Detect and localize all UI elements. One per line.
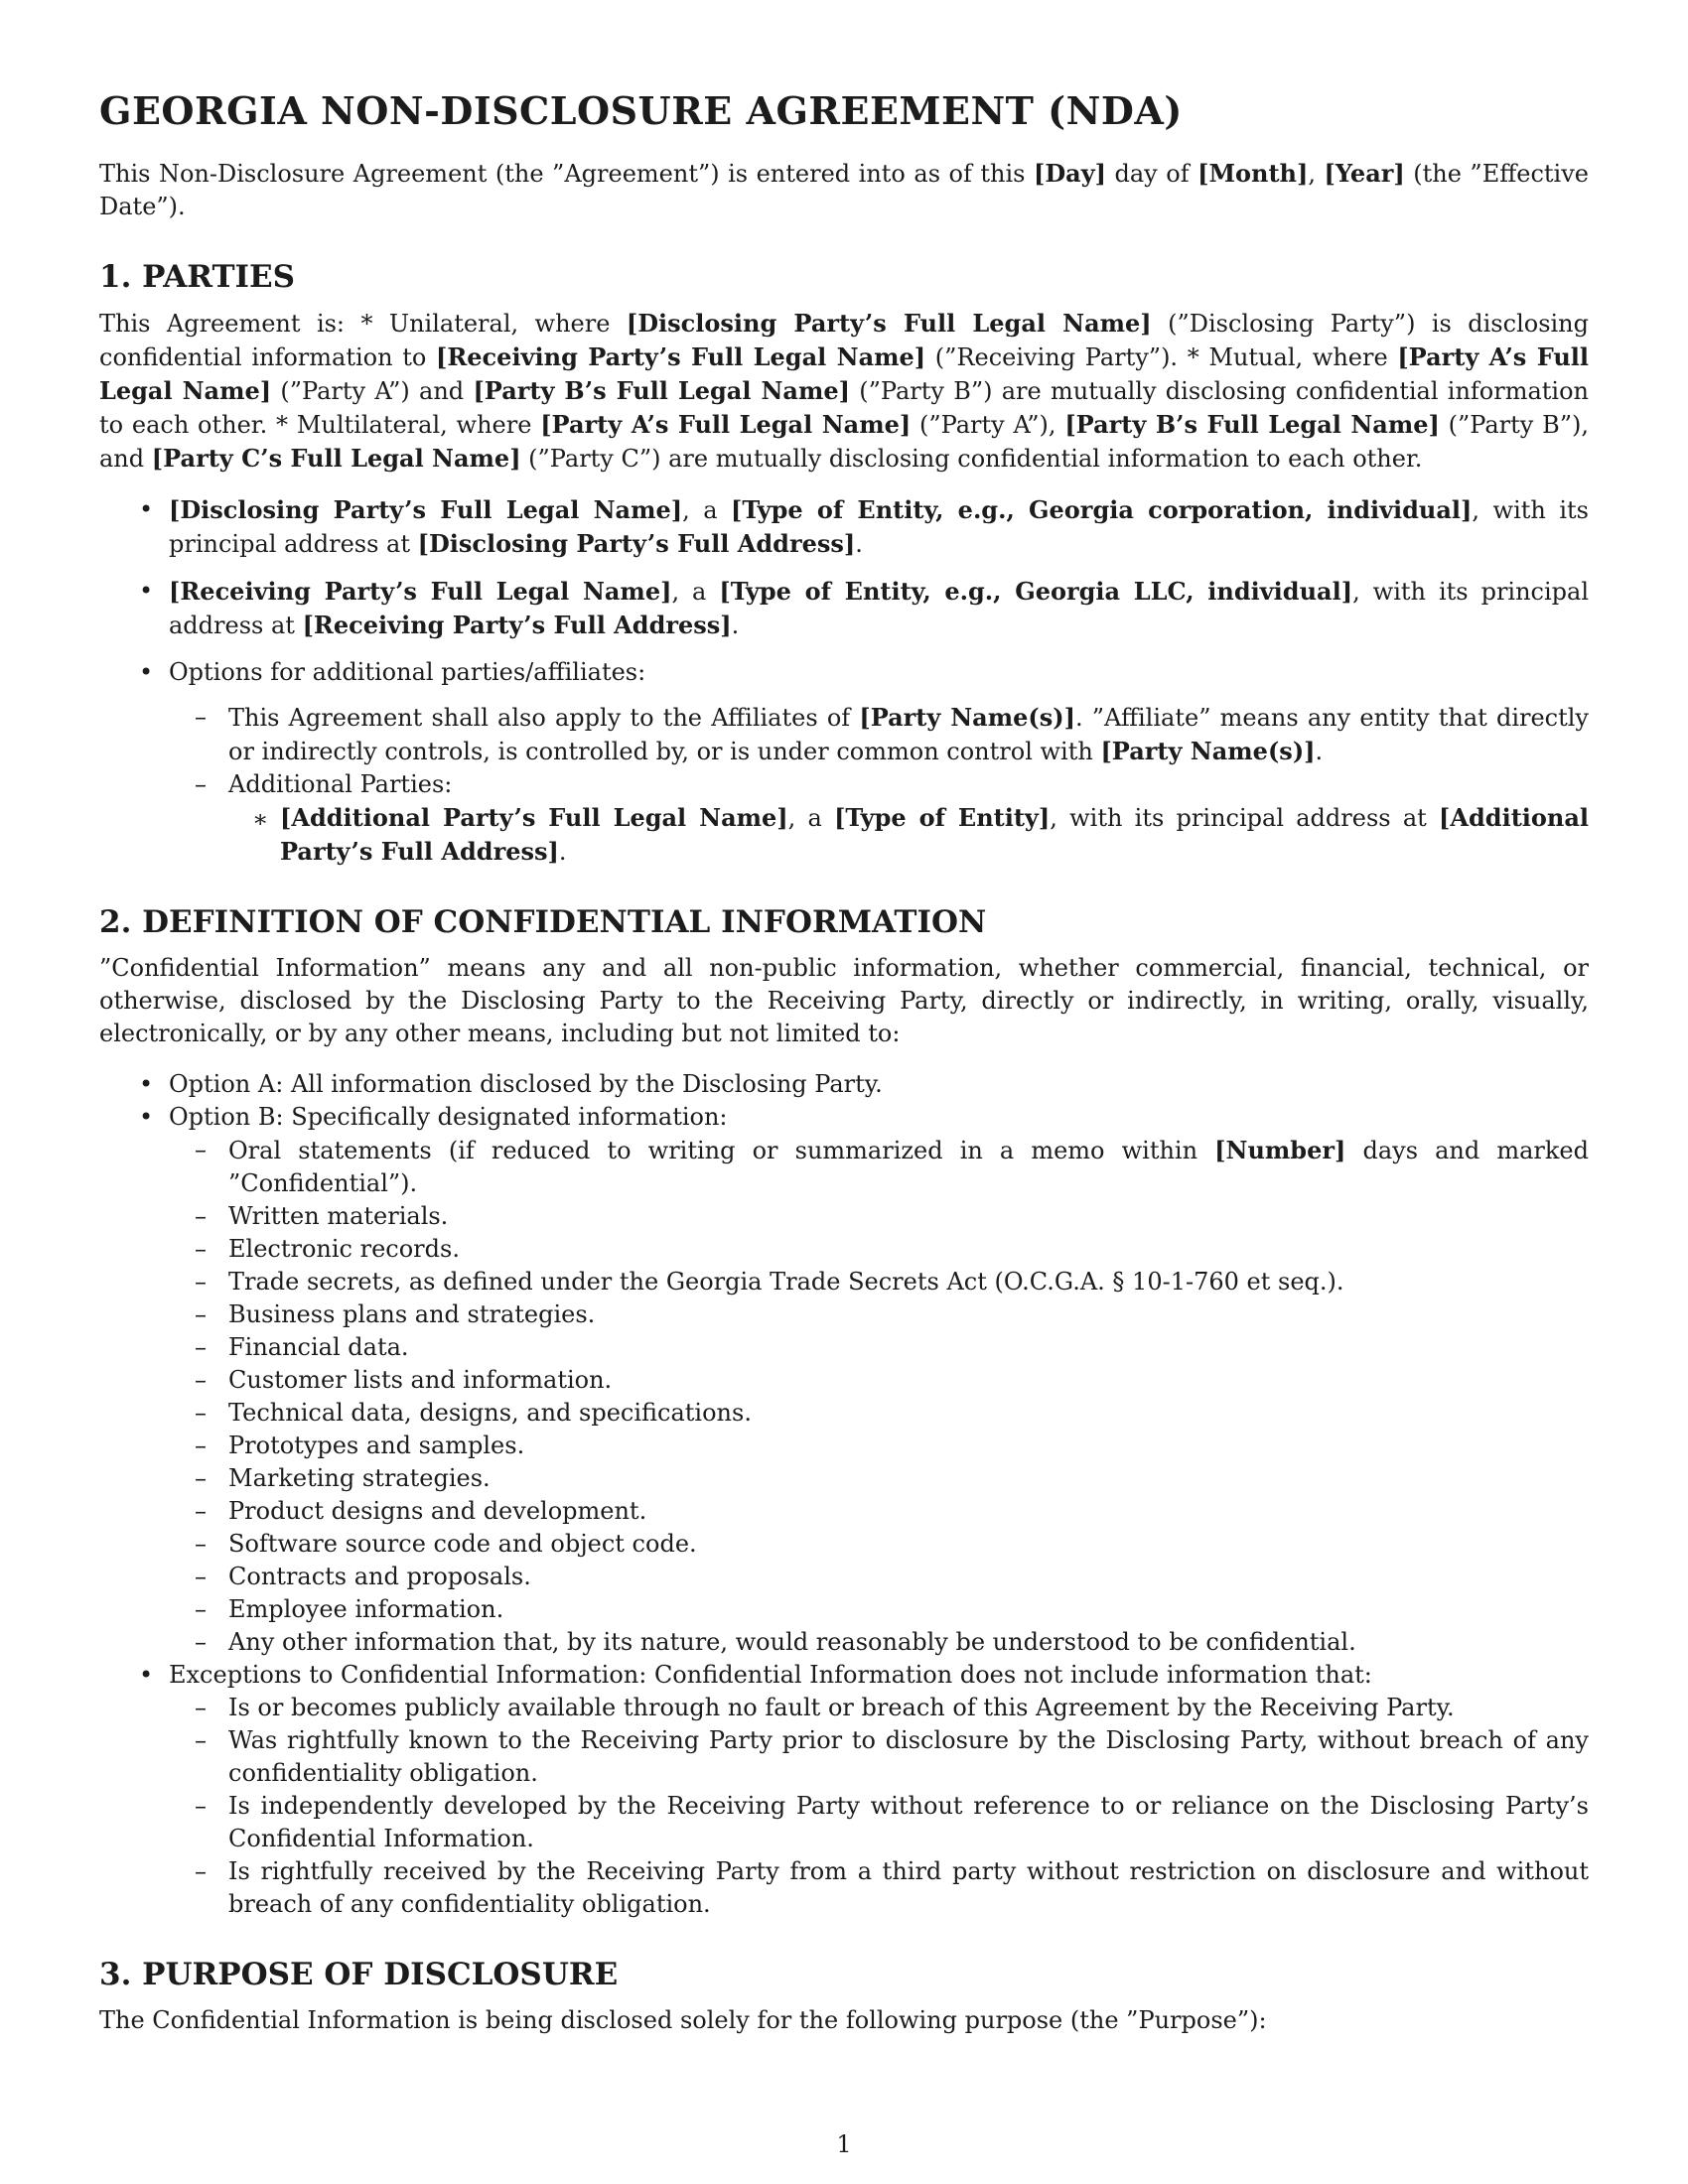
list-text: . ”Affiliate” means any entity that directly or indirectly controls, is controlled by, or is under common control with bbox=[228, 704, 1589, 765]
dash-icon: – bbox=[195, 1268, 207, 1296]
additional-parties-sublist bbox=[228, 801, 1589, 869]
sublist-item bbox=[169, 1724, 1589, 1790]
sublist-item bbox=[169, 1364, 1589, 1397]
dash-icon: – bbox=[195, 1694, 207, 1721]
party-placeholder: [Disclosing Party’s Full Legal Name] bbox=[626, 309, 1152, 338]
exceptions-sublist bbox=[169, 1692, 1589, 1921]
purpose-paragraph: The Confidential Information is being disclosed solely for the following purpose (the ”Purpose”): bbox=[99, 2006, 1267, 2034]
list-text: , a bbox=[787, 804, 835, 832]
dash-icon: – bbox=[195, 1857, 207, 1885]
dash-icon: – bbox=[195, 1399, 207, 1427]
list-text: Option B: Specifically designated information: bbox=[169, 1103, 728, 1131]
sublist-item bbox=[169, 1495, 1589, 1528]
sublist-item bbox=[169, 1134, 1589, 1200]
dash-icon: – bbox=[195, 1136, 207, 1163]
dash-icon: – bbox=[195, 1792, 207, 1820]
sublist-item bbox=[169, 1855, 1589, 1921]
list-item bbox=[99, 656, 1589, 869]
sublist-item bbox=[169, 1430, 1589, 1462]
dash-icon: – bbox=[195, 1726, 207, 1754]
party-name-placeholder: [Party Name(s)] bbox=[859, 703, 1075, 732]
year-placeholder: [Year] bbox=[1324, 159, 1405, 188]
parties-text: (”Party B”), and bbox=[99, 411, 1590, 473]
sublist-item bbox=[169, 701, 1589, 768]
day-placeholder: [Day] bbox=[1033, 159, 1106, 188]
section-heading-parties: 1. PARTIES bbox=[99, 259, 296, 295]
list-text: Software source code and object code. bbox=[228, 1530, 697, 1558]
sublist-item bbox=[169, 1593, 1589, 1626]
list-text: , a bbox=[671, 578, 720, 606]
address-placeholder: [Additional Party’s Full Address] bbox=[280, 803, 1590, 866]
list-text: Is rightfully received by the Receiving Party from a third party without restriction on disclosure and without breach of any confidentiality obligation. bbox=[228, 1857, 1589, 1918]
parties-text: This Agreement is: * Unilateral, where bbox=[99, 310, 627, 338]
list-text: . bbox=[855, 530, 863, 558]
sublist-item bbox=[169, 1790, 1589, 1855]
sublist-item bbox=[169, 1200, 1589, 1233]
dash-icon: – bbox=[195, 770, 207, 798]
sublist-item bbox=[169, 1462, 1589, 1495]
intro-text: This Non-Disclosure Agreement (the ”Agreement”) is entered into as of this bbox=[99, 160, 1034, 188]
definition-paragraph: ”Confidential Information” means any and all non-public information, whether commercial, financial, technical, or otherwise, disclosed by the Disclosing Party to the Receiving Party, directly or indirectly, in writing, orally, visually, electronically, or by any other means, including but not limited to: bbox=[99, 954, 1589, 1047]
list-item bbox=[99, 1068, 1589, 1101]
definition-list bbox=[99, 1068, 1589, 1921]
dash-icon: – bbox=[195, 1628, 207, 1656]
parties-text: (”Party C”) are mutually disclosing confidential information to each other. bbox=[520, 445, 1423, 473]
list-text: This Agreement shall also apply to the Affiliates of bbox=[228, 704, 860, 732]
list-text: Prototypes and samples. bbox=[228, 1432, 525, 1459]
list-text: Electronic records. bbox=[228, 1235, 460, 1263]
bullet-icon: • bbox=[139, 1103, 154, 1131]
list-text: . bbox=[731, 612, 740, 639]
parties-text: (”Party A”), bbox=[911, 411, 1065, 439]
list-text: . bbox=[1315, 738, 1324, 765]
list-text: Technical data, designs, and specifications. bbox=[228, 1399, 752, 1427]
dash-icon: – bbox=[195, 1497, 207, 1525]
page-number: 1 bbox=[836, 2130, 852, 2158]
list-text: Trade secrets, as defined under the Georgia Trade Secrets Act (O.C.G.A. § 10-1-760 et seq.). bbox=[228, 1268, 1344, 1296]
dash-icon: – bbox=[195, 703, 207, 731]
sublist-item bbox=[169, 1626, 1589, 1659]
list-text: , with its principal address at bbox=[1050, 804, 1440, 832]
list-text: Is or becomes publicly available through no fault or breach of this Agreement by the Receiving Party. bbox=[228, 1694, 1455, 1721]
list-text: , a bbox=[682, 496, 732, 524]
sublist-item bbox=[169, 1331, 1589, 1364]
list-text: Oral statements (if reduced to writing or summarized in a memo within bbox=[228, 1137, 1215, 1164]
section-heading-purpose: 3. PURPOSE OF DISCLOSURE bbox=[99, 1957, 619, 1992]
list-text: . bbox=[558, 838, 567, 866]
dash-icon: – bbox=[195, 1333, 207, 1361]
list-text: Contracts and proposals. bbox=[228, 1563, 531, 1590]
entity-placeholder: [Type of Entity, e.g., Georgia corporation, individual] bbox=[731, 495, 1473, 524]
list-item bbox=[99, 1101, 1589, 1659]
parties-text: (”Party B”) are mutually disclosing confidential information to each other. * Multilateral, where bbox=[99, 377, 1589, 439]
list-text: Product designs and development. bbox=[228, 1497, 647, 1525]
party-placeholder: [Party B’s Full Legal Name] bbox=[1064, 410, 1440, 439]
parties-text: (”Receiving Party”). * Mutual, where bbox=[925, 343, 1398, 371]
party-placeholder: [Party C’s Full Legal Name] bbox=[151, 444, 521, 473]
list-text: days and marked ”Confidential”). bbox=[228, 1137, 1589, 1197]
list-text: Was rightfully known to the Receiving Party prior to disclosure by the Disclosing Party, without breach of any confidentiality obligation. bbox=[228, 1726, 1589, 1787]
party-placeholder: [Party A’s Full Legal Name] bbox=[540, 410, 912, 439]
dash-icon: – bbox=[195, 1432, 207, 1459]
dash-icon: – bbox=[195, 1366, 207, 1394]
list-text: Exceptions to Confidential Information: Confidential Information does not include information that: bbox=[169, 1661, 1372, 1689]
list-text: Marketing strategies. bbox=[228, 1464, 491, 1492]
intro-text: (the ”Effective Date”). bbox=[99, 160, 1589, 220]
sublist-item bbox=[169, 1266, 1589, 1298]
parties-list bbox=[99, 493, 1589, 869]
party-name-placeholder: [Party Name(s)] bbox=[1100, 737, 1316, 765]
list-text: , with its principal address at bbox=[169, 578, 1590, 639]
document-page bbox=[99, 87, 1589, 2037]
sublist-item bbox=[169, 1397, 1589, 1430]
list-text: Additional Parties: bbox=[228, 770, 453, 798]
list-text: , with its principal address at bbox=[169, 496, 1589, 558]
sublist-item bbox=[228, 801, 1589, 869]
party-placeholder: [Receiving Party’s Full Legal Name] bbox=[169, 577, 672, 606]
sublist-item bbox=[169, 1233, 1589, 1266]
bullet-icon: • bbox=[139, 1070, 154, 1098]
list-text: Business plans and strategies. bbox=[228, 1300, 596, 1328]
intro-text: , bbox=[1308, 160, 1325, 188]
party-placeholder: [Receiving Party’s Full Legal Name] bbox=[435, 342, 926, 371]
number-placeholder: [Number] bbox=[1214, 1136, 1346, 1164]
parties-paragraph bbox=[99, 307, 1589, 476]
intro-paragraph bbox=[99, 157, 1589, 223]
bullet-icon: • bbox=[139, 495, 154, 523]
parties-text: (”Party A”) and bbox=[271, 377, 474, 405]
dash-icon: – bbox=[195, 1563, 207, 1590]
bullet-icon: • bbox=[139, 1661, 154, 1689]
dash-icon: – bbox=[195, 1595, 207, 1623]
list-text: Any other information that, by its nature, would reasonably be understood to be confidential. bbox=[228, 1628, 1356, 1656]
asterisk-icon: ∗ bbox=[252, 805, 269, 833]
dash-icon: – bbox=[195, 1464, 207, 1492]
list-text: Is independently developed by the Receiving Party without reference to or reliance on the Disclosing Party’s Confidential Information. bbox=[228, 1792, 1589, 1852]
intro-text: day of bbox=[1106, 160, 1198, 188]
dash-icon: – bbox=[195, 1235, 207, 1263]
sublist-item bbox=[169, 1298, 1589, 1331]
list-text: Written materials. bbox=[228, 1202, 449, 1230]
address-placeholder: [Disclosing Party’s Full Address] bbox=[417, 529, 856, 558]
list-text: Option A: All information disclosed by the Disclosing Party. bbox=[169, 1070, 883, 1098]
sublist-item bbox=[169, 1561, 1589, 1593]
affiliates-sublist bbox=[169, 701, 1589, 869]
list-item bbox=[99, 1659, 1589, 1921]
month-placeholder: [Month] bbox=[1197, 159, 1309, 188]
list-item bbox=[99, 493, 1589, 561]
dash-icon: – bbox=[195, 1300, 207, 1328]
sublist-item bbox=[169, 1692, 1589, 1724]
list-text: Customer lists and information. bbox=[228, 1366, 613, 1394]
dash-icon: – bbox=[195, 1202, 207, 1230]
list-item bbox=[99, 575, 1589, 642]
section-heading-definition: 2. DEFINITION OF CONFIDENTIAL INFORMATION bbox=[99, 904, 987, 940]
party-placeholder: [Disclosing Party’s Full Legal Name] bbox=[169, 495, 683, 524]
list-text: Financial data. bbox=[228, 1333, 409, 1361]
bullet-icon: • bbox=[139, 658, 154, 686]
page-title: GEORGIA NON-DISCLOSURE AGREEMENT (NDA) bbox=[99, 88, 1183, 133]
address-placeholder: [Receiving Party’s Full Address] bbox=[302, 611, 732, 639]
sublist-item bbox=[169, 768, 1589, 869]
list-text: Employee information. bbox=[228, 1595, 504, 1623]
entity-placeholder: [Type of Entity] bbox=[834, 803, 1051, 832]
party-placeholder: [Additional Party’s Full Legal Name] bbox=[280, 803, 788, 832]
party-placeholder: [Party B’s Full Legal Name] bbox=[473, 376, 850, 405]
bullet-icon: • bbox=[139, 577, 154, 605]
list-text: Options for additional parties/affiliates: bbox=[169, 658, 646, 686]
designated-info-sublist bbox=[169, 1134, 1589, 1659]
sublist-item bbox=[169, 1528, 1589, 1561]
parties-text: (”Disclosing Party”) is disclosing confidential information to bbox=[99, 310, 1590, 371]
entity-placeholder: [Type of Entity, e.g., Georgia LLC, individual] bbox=[719, 577, 1353, 606]
dash-icon: – bbox=[195, 1530, 207, 1558]
party-placeholder: [Party A’s Full Legal Name] bbox=[99, 342, 1590, 405]
